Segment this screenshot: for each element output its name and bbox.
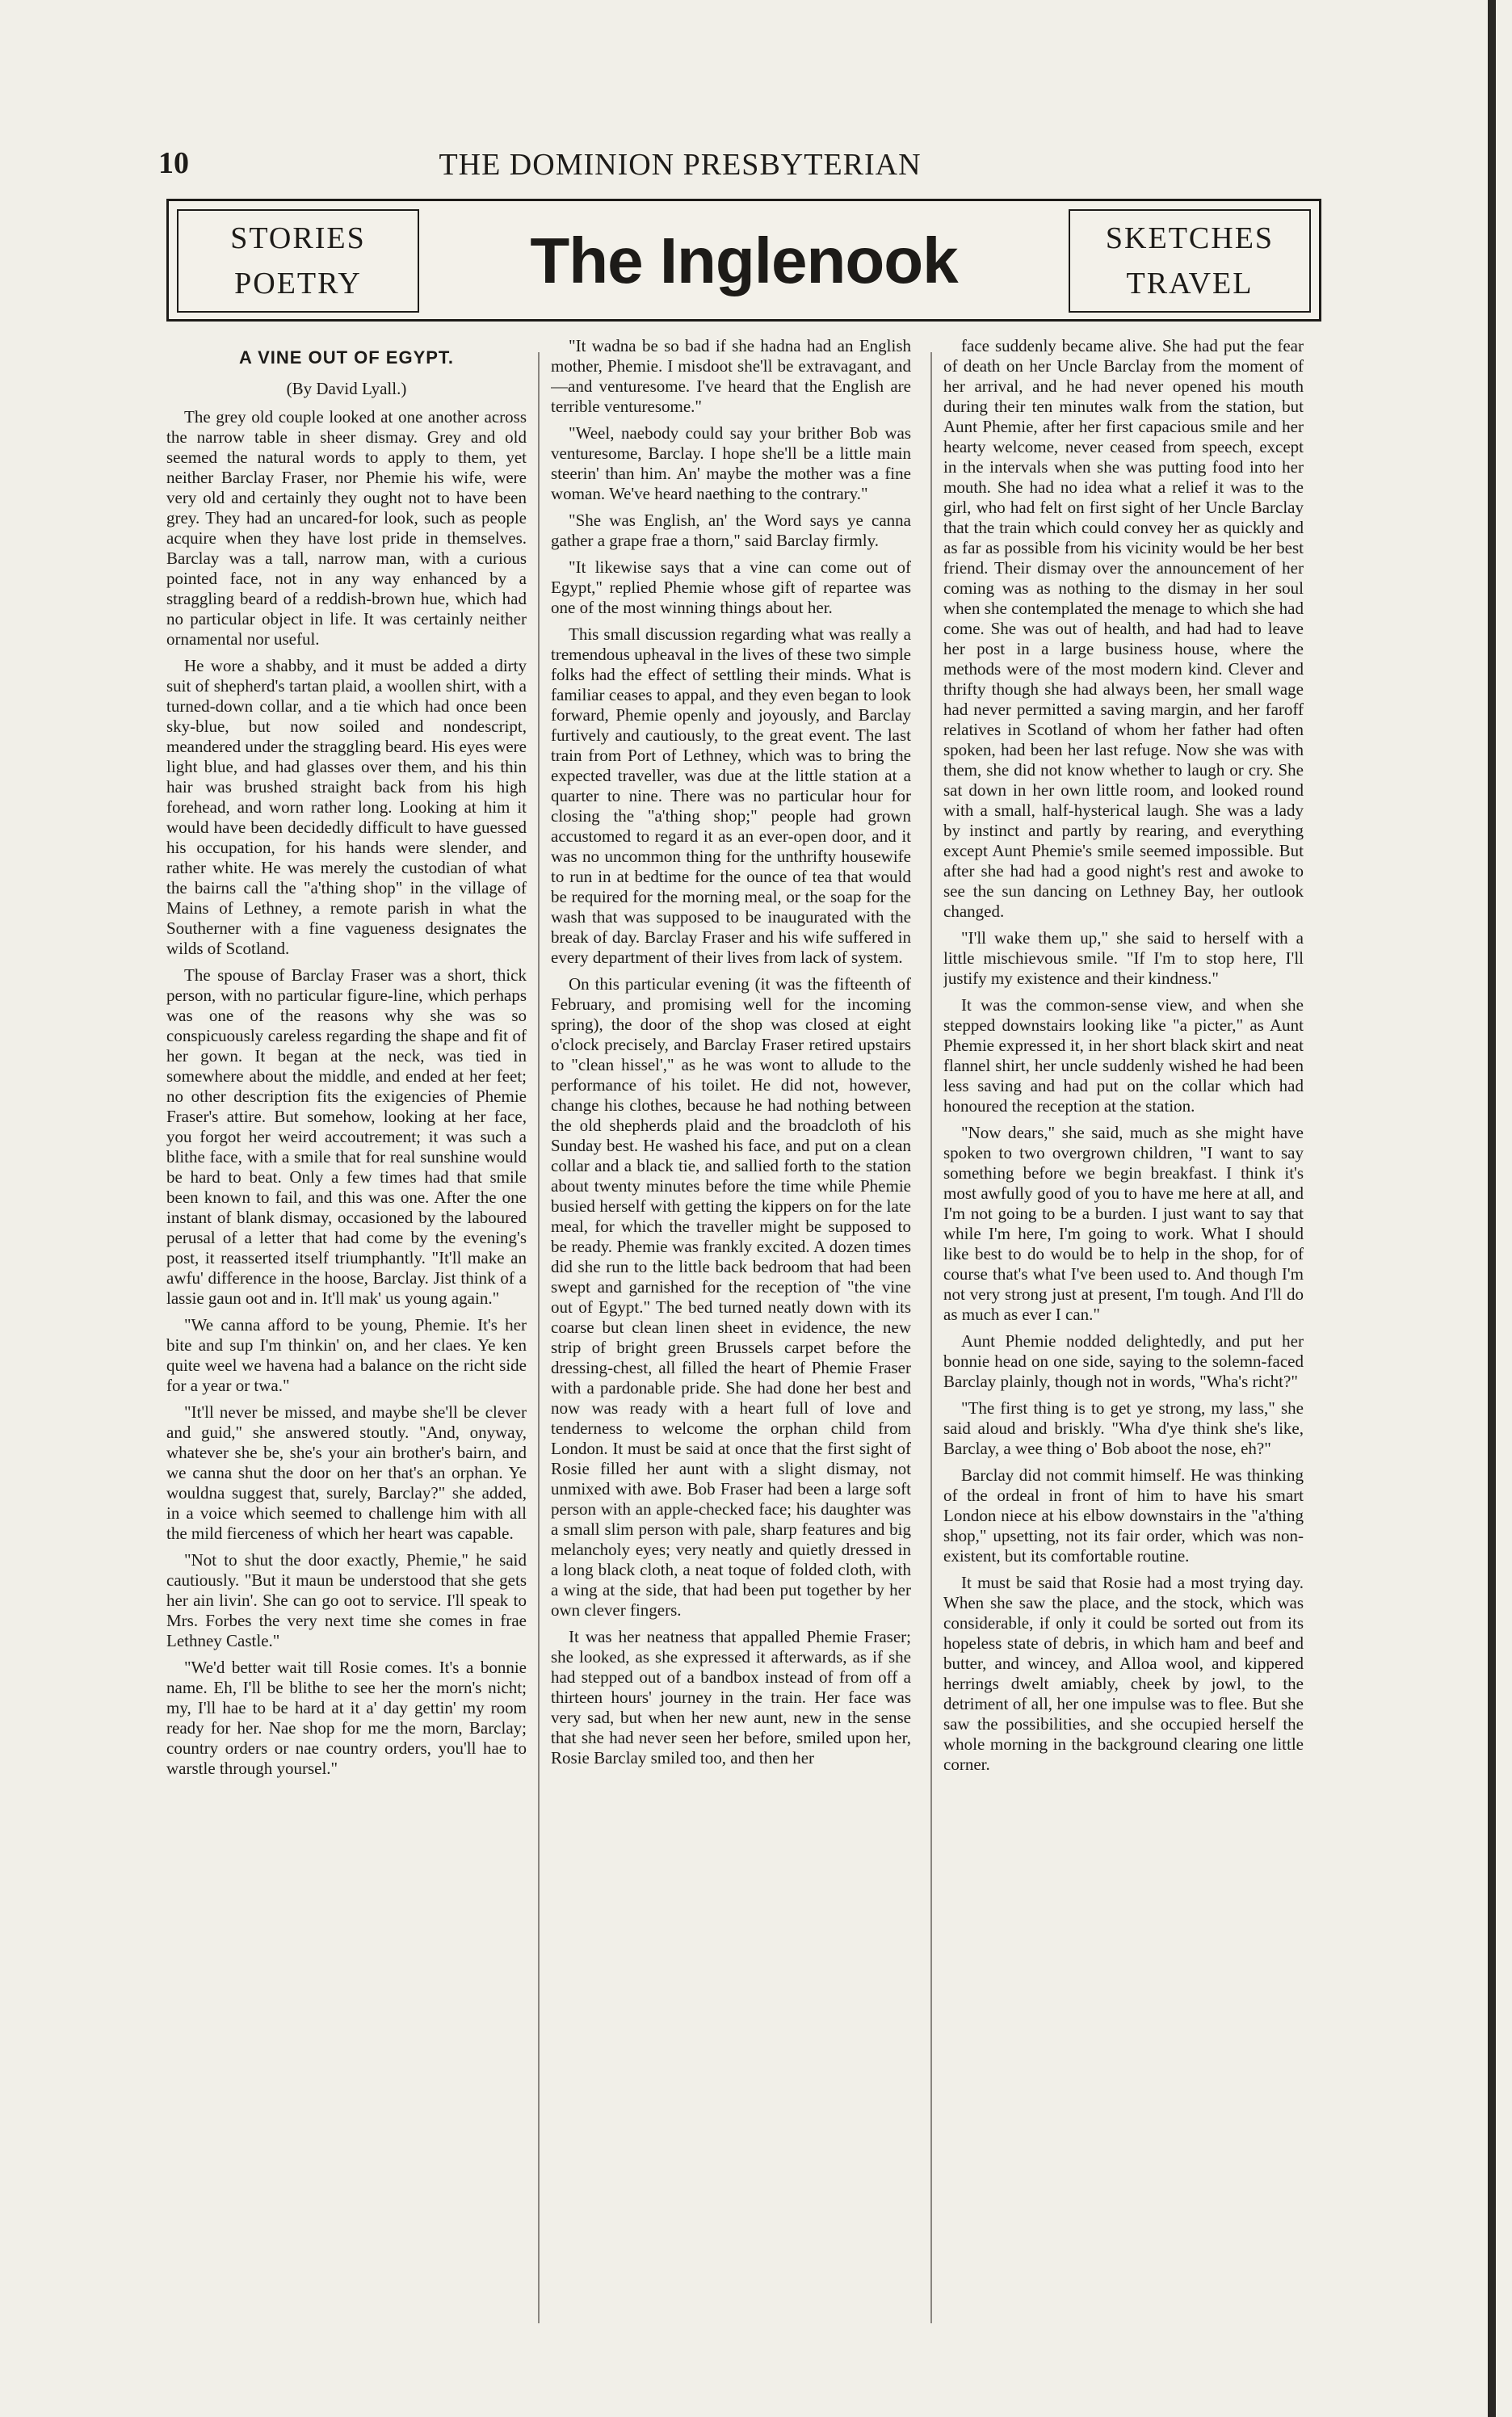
story-byline: (By David Lyall.) (286, 379, 407, 398)
paragraph: It was the common-sense view, and when she stepped downstairs looking like "a picter," as Aunt Phemie expressed it, in her short black skirt and neat flannel shirt, her uncle suddenly wished he had been less saving and had put on the collar which had honoured the reception at the station. (943, 995, 1304, 1116)
paragraph: "Now dears," she said, much as she might have spoken to two overgrown children, "I want to say something before we begin breakfast. I think it's most awfully good of you to have me here at all, and I'm not going to be a burden. I just want to say that while I'm here, I'm going to work. What I should like best to do would be to help in the shop, for of course that's what I've been used to. And though I'm not very strong just at present, I'm tough. And I'll do as much as ever I can." (943, 1123, 1304, 1324)
banner-right-box (1069, 209, 1311, 313)
paragraph: This small discussion regarding what was really a tremendous upheaval in the lives of these two simple folks had the effect of settling their minds. What is familiar ceases to appal, and they even began to look forward, Phemie openly and joyously, and Barclay furtively and cautiously, to the great event. The last train from Port of Lethney, which was to bring the expected traveller, was due at the little station at a quarter to nine. There was no particular hour for closing the "a'thing shop;" people had grown accustomed to regard it as an ever-open door, and it was no uncommon thing for the unthrifty housewife to run in at bedtime for the ounce of tea that would be required for the morning meal, or the soap for the wash that was supposed to be inaugurated with the break of day. Barclay Fraser and his wife suffered in every department of their lives from lack of system. (551, 624, 911, 967)
column-3 (943, 336, 1304, 2323)
section-title: The Inglenook (530, 225, 958, 296)
paragraph: The spouse of Barclay Fraser was a short, thick person, with no particular figure-line, which perhaps was one of the reasons why she was so conspicuously careless regarding the shape and fit of her gown. It began at the neck, was tied in somewhere about the middle, and ended at her feet; no other description fits the exigencies of Phemie Fraser's attire. But somehow, looking at her face, you forgot her weird accoutrement; it was such a blithe face, with a smile that for real sunshine would be hard to beat. Only a few times had that smile been known to fail, and this was one. After the one instant of blank dismay, occasioned by the laboured perusal of a letter that had come by the evening's post, it reasserted itself triumphantly. "It'll make an awfu' difference in the hoose, Barclay. Jist think of a lassie gaun oot and in. It'll mak' us young again." (166, 965, 527, 1308)
column-1 (166, 336, 527, 2323)
story-title: A VINE OUT OF EGYPT. (238, 347, 455, 368)
column-2 (551, 336, 911, 2323)
paragraph: "It'll never be missed, and maybe she'll be clever and guid," she answered stoutly. "And, onyway, whatever she be, she's your ain brother's bairn, and we canna shut the door on her that's an orphan. Ye wouldna suggest that, surely, Barclay?" she added, in a voice which seemed to challenge him with all the mild fierceness of which her heart was capable. (166, 1402, 527, 1543)
article-columns (166, 336, 1329, 2323)
banner-right-line1: SKETCHES (1105, 221, 1275, 255)
section-banner (166, 199, 1321, 322)
banner-right-line2: TRAVEL (1126, 267, 1254, 301)
paragraph: "Weel, naebody could say your brither Bob was venturesome, Barclay. I hope she'll be a little main steerin' than him. An' maybe the mother was a fine woman. We've heard naething to the contrary." (551, 423, 911, 503)
paragraph: face suddenly became alive. She had put the fear of death on her Uncle Barclay from the moment of her arrival, and he had never opened his mouth during their ten minutes walk from the station, but Aunt Phemie, after her first capacious smile and her hearty welcome, never ceased from speech, except in the intervals when she was putting food into her mouth. She had no idea what a relief it was to the girl, who had felt on first sight of her Uncle Barclay that the train which could convey her as quickly and as far as possible from his vicinity would be her best friend. Their dismay over the announcement of her coming was as nothing to the dismay in her soul when she contemplated the menage to which she had come. She was out of health, and had had to leave her post in a large business house, where the methods were of the most modern kind. Clever and thrifty though she had always been, her small wage had never permitted a saving margin, and her faroff relatives in Scotland of whom her father had often spoken, had been her last refuge. Now she was with them, she did not know whether to laugh or cry. She sat down in her own little room, and looked round with a small, half-hysterical laugh. She was a lady by instinct and partly by rearing, and everything except Aunt Phemie's smile seemed impossible. But after she had had a good night's rest and awoke to see the sun dancing on Lethney Bay, her outlook changed. (943, 336, 1304, 921)
paragraph: "I'll wake them up," she said to herself with a little mischievous smile. "If I'm to stop here, I'll justify my existence and their kindness." (943, 928, 1304, 988)
paragraph: "We canna afford to be young, Phemie. It's her bite and sup I'm thinkin' on, and her claes. Ye ken quite weel we havena had a balance on the richt side for a year or twa." (166, 1315, 527, 1395)
banner-left-line1: STORIES (230, 221, 366, 255)
journal-title: THE DOMINION PRESBYTERIAN (439, 148, 922, 182)
paragraph: On this particular evening (it was the fifteenth of February, and promising well for the incoming spring), the door of the shop was closed at eight o'clock precisely, and Barclay Fraser retired upstairs to "clean hissel'," as he was wont to allude to the performance of his toilet. He did not, however, change his clothes, because he had nothing between the old shepherds plaid and the broadcloth of his Sunday best. He washed his face, and put on a clean collar and a black tie, and sallied forth to the station about twenty minutes before the time while Phemie busied herself with getting the kippers on for the late meal, for which the traveller might be supposed to be ready. Phemie was frankly excited. A dozen times did she run to the little back bedroom that had been swept and garnished for the reception of "the vine out of Egypt." The bed turned neatly down with its coarse but clean linen sheet in evidence, the new strip of bright green Brussels carpet before the dressing-chest, all filled the heart of Phemie Fraser with a pardonable pride. She had done her best and now was ready with a heart full of love and tenderness to welcome the orphan child from London. It must be said at once that the first sight of Rosie filled her aunt with a slight dismay, not unmixed with awe. Bob Fraser had been a large soft person with an apple-checked face; his daughter was a small slim person with pale, sharp features and big melancholy eyes; very neatly and quietly dressed in a long black cloth, a neat toque of folded cloth, with a wing at the side, that had been put together by her own clever fingers. (551, 974, 911, 1620)
paragraph: "The first thing is to get ye strong, my lass," she said aloud and briskly. "Wha d'ye think she's like, Barclay, a wee thing o' Bob aboot the nose, eh?" (943, 1398, 1304, 1458)
page-edge-shadow (1488, 0, 1496, 2417)
paragraph: He wore a shabby, and it must be added a dirty suit of shepherd's tartan plaid, a woollen shirt, with a turned-down collar, and a tie which had once been sky-blue, but now soiled and nondescript, meandered under the straggling beard. His eyes were light blue, and had glasses over them, and his thin hair was brushed straight back from his high forehead, and worn rather long. Looking at him it would have been decidedly difficult to have guessed his occupation, for his hands were slender, and rather white. He was merely the custodian of what the bairns call the "a'thing shop" in the village of Mains of Lethney, a remote parish in what the Southerner with a fine vagueness designates the wilds of Scotland. (166, 656, 527, 958)
banner-left-box (177, 209, 419, 313)
column-rule (538, 352, 540, 2323)
paragraph: "She was English, an' the Word says ye canna gather a grape frae a thorn," said Barclay firmly. (551, 511, 911, 550)
paragraph: "It wadna be so bad if she hadna had an English mother, Phemie. I misdoot she'll be extravagant, and—and venturesome. I've heard that the English are terrible venturesome." (551, 336, 911, 416)
paragraph: Aunt Phemie nodded delightedly, and put her bonnie head on one side, saying to the solemn-faced Barclay plainly, though not in words, "Wha's richt?" (943, 1331, 1304, 1391)
page-number: 10 (158, 146, 189, 180)
paragraph: The grey old couple looked at one another across the narrow table in sheer dismay. Grey and old seemed the natural words to apply to them, yet neither Barclay Fraser, nor Phemie his wife, were very old and certainly they ought not to have been grey. They had an uncared-for look, such as people acquire when they have lost pride in themselves. Barclay was a tall, narrow man, with a curious pointed face, not in any way enhanced by a straggling beard of a reddish-brown hue, which had no particular object in life. It was certainly neither ornamental nor useful. (166, 407, 527, 649)
paragraph: It was her neatness that appalled Phemie Fraser; she looked, as she expressed it afterwards, as if she had stepped out of a bandbox instead of from off a thirteen hours' journey in the train. Her face was very sad, but when her new aunt, new in the sense that she had never seen her before, smiled upon her, Rosie Barclay smiled too, and then her (551, 1627, 911, 1768)
paragraph: Barclay did not commit himself. He was thinking of the ordeal in front of him to have his smart London niece at his elbow downstairs in the "a'thing shop," upsetting, not its fair order, which was non-existent, but its comfortable routine. (943, 1465, 1304, 1566)
paragraph: "It likewise says that a vine can come out of Egypt," replied Phemie whose gift of repartee was one of the most winning things about her. (551, 557, 911, 617)
column-rule (930, 352, 932, 2323)
page-header (158, 142, 1006, 191)
paragraph: "Not to shut the door exactly, Phemie," he said cautiously. "But it maun be understood that she gets her ain livin'. She can go oot to service. I'll speak to Mrs. Forbes the very next time she comes in frae Lethney Castle." (166, 1550, 527, 1650)
paragraph: It must be said that Rosie had a most trying day. When she saw the place, and the stock, which was considerable, if only it could be sorted out from its hopeless state of debris, in which ham and beef and butter, and wincey, and Alloa wool, and kippered herrings dwelt amiably, cheek by jowl, to the detriment of all, her one impulse was to flee. But she saw the possibilities, and she occupied herself the whole morning in the background clearing one little corner. (943, 1573, 1304, 1774)
banner-left-line2: POETRY (234, 267, 362, 301)
paragraph: "We'd better wait till Rosie comes. It's a bonnie name. Eh, I'll be blithe to see her the morn's nicht; my, I'll hae to be hard at it a' day gettin' my room ready for her. Nae shop for me the morn, Barclay; country orders or nae country orders, you'll hae to warstle through yoursel." (166, 1658, 527, 1778)
